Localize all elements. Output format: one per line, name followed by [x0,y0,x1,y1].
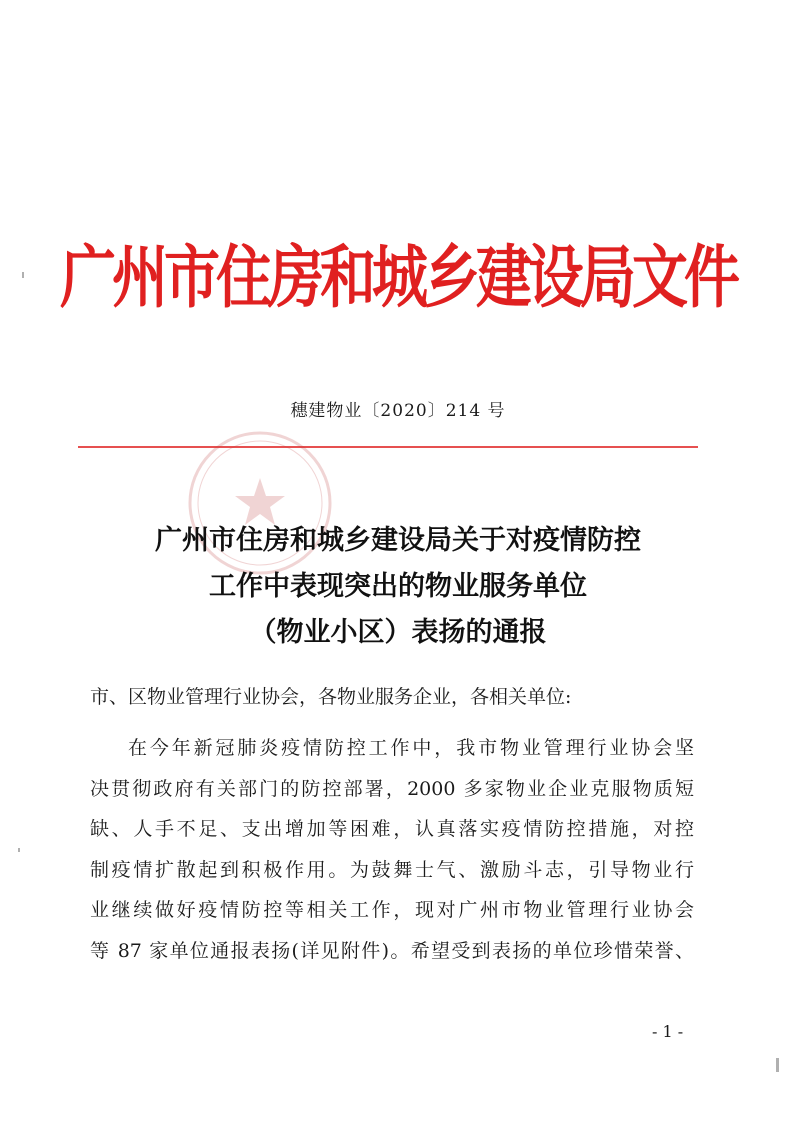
body-line: 在今年新冠肺炎疫情防控工作中，我市物业管理行业协会坚 [128,737,694,759]
page-number: - 1 - [652,1022,684,1041]
salutation: 市、区物业管理行业协会，各物业服务企业，各相关单位: [90,686,572,708]
notice-title-line-3: （物业小区）表扬的通报 [249,617,547,648]
scan-speck [18,848,20,852]
notice-title-line-2: 工作中表现突出的物业服务单位 [209,571,587,602]
scan-speck [22,272,24,278]
body-line: 业继续做好疫情防控等相关工作，现对广州市物业管理行业协会 [90,899,694,921]
document-number: 穗建物业〔2020〕214 号 [290,401,506,421]
body-line: 决贯彻政府有关部门的防控部署，2000 多家物业企业克服物质短 [90,777,694,800]
notice-title-line-1: 广州市住房和城乡建设局关于对疫情防控 [155,525,641,556]
red-header-title: 广州市住房和城乡建设局文件 [60,237,736,319]
red-divider-rule [78,446,698,448]
notice-title [0,518,796,656]
body-paragraph [90,728,694,971]
body-line: 缺、人手不足、支出增加等困难，认真落实疫情防控措施，对控 [90,818,694,840]
body-line: 制疫情扩散起到积极作用。为鼓舞士气、激励斗志，引导物业行 [90,858,694,881]
body-line: 等 87 家单位通报表扬(详见附件)。希望受到表扬的单位珍惜荣誉、 [90,939,694,962]
scan-speck [776,1058,779,1072]
